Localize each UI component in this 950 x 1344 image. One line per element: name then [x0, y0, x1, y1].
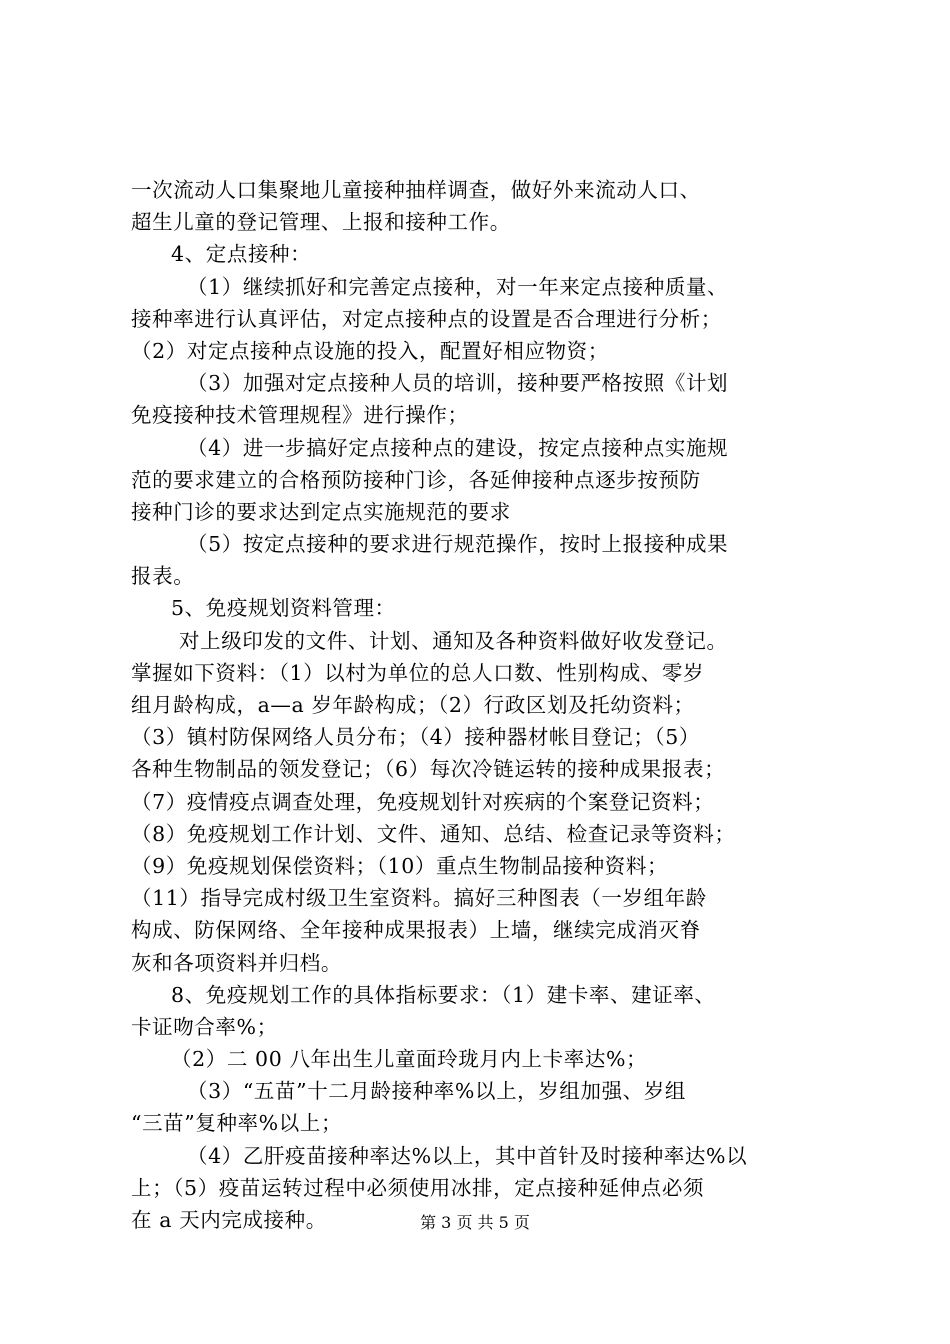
text-line: 对上级印发的文件、计划、通知及各种资料做好收发登记。 — [179, 628, 728, 653]
text-line: 组月龄构成，a—a 岁年龄构成；（2）行政区划及托幼资料； — [131, 693, 695, 717]
text-line: （3）加强对定点接种人员的培训，接种要严格按照《计划 — [187, 371, 729, 396]
text-line: （7）疫情疫点调查处理，免疫规划针对疾病的个案登记资料； — [131, 789, 715, 814]
text-line: （3）镇村防保网络人员分布；（4）接种器材帐目登记；（5） — [131, 725, 701, 750]
text-line: （4）乙肝疫苗接种率达%以上，其中首针及时接种率达%以 — [187, 1143, 748, 1168]
text-line: “三苗”复种率%以上； — [131, 1111, 343, 1136]
text-line: 一次流动人口集聚地儿童接种抽样调查，做好外来流动人口、 — [131, 178, 701, 202]
text-line: （3）“五苗”十二月龄接种率%以上，岁组加强、岁组 — [187, 1079, 686, 1104]
text-line: 掌握如下资料：（1）以村为单位的总人口数、性别构成、零岁 — [131, 660, 705, 685]
text-line: 上；（5）疫苗运转过程中必须使用冰排，定点接种延伸点必须 — [131, 1175, 705, 1200]
text-line: 卡证吻合率%； — [131, 1014, 278, 1039]
text-line: 5、免疫规划资料管理： — [171, 596, 396, 621]
page-footer: 第 3 页 共 5 页 — [420, 1213, 530, 1232]
text-line: （8）免疫规划工作计划、文件、通知、总结、检查记录等资料； — [131, 821, 736, 846]
document-body — [131, 174, 831, 1236]
text-line: （2）对定点接种点设施的投入，配置好相应物资； — [131, 338, 609, 363]
text-line: （11）指导完成村级卫生室资料。搞好三种图表（一岁组年龄 — [131, 886, 707, 911]
text-line: （4）进一步搞好定点接种点的建设，按定点接种点实施规 — [187, 435, 729, 460]
text-line: 构成、防保网络、全年接种成果报表）上墙，继续完成消灭脊 — [131, 918, 701, 943]
text-line: （9）免疫规划保偿资料；（10）重点生物制品接种资料； — [131, 853, 669, 878]
text-line: （5）按定点接种的要求进行规范操作，按时上报接种成果 — [187, 532, 729, 557]
text-line: 接种门诊的要求达到定点实施规范的要求 — [131, 499, 511, 524]
text-line: 报表。 — [131, 564, 195, 589]
text-line: 各种生物制品的领发登记；（6）每次冷链运转的接种成果报表； — [131, 757, 726, 782]
text-line: 范的要求建立的合格预防接种门诊，各延伸接种点逐步按预防 — [131, 467, 701, 492]
text-line: 在 a 天内完成接种。 — [131, 1208, 327, 1232]
text-line: 4、定点接种： — [171, 242, 312, 267]
text-line: （1）继续抓好和完善定点接种，对一年来定点接种质量、 — [187, 274, 729, 299]
text-line: 8、免疫规划工作的具体指标要求：（1）建卡率、建证率、 — [171, 982, 716, 1007]
text-line: 灰和各项资料并归档。 — [131, 950, 342, 975]
text-line: （2）二 00 八年出生儿童面玲珑月内上卡率达%； — [171, 1047, 648, 1072]
text-line: 免疫接种技术管理规程》进行操作； — [131, 403, 469, 428]
text-line: 接种率进行认真评估，对定点接种点的设置是否合理进行分析； — [131, 306, 722, 331]
text-line: 超生儿童的登记管理、上报和接种工作。 — [131, 210, 511, 235]
